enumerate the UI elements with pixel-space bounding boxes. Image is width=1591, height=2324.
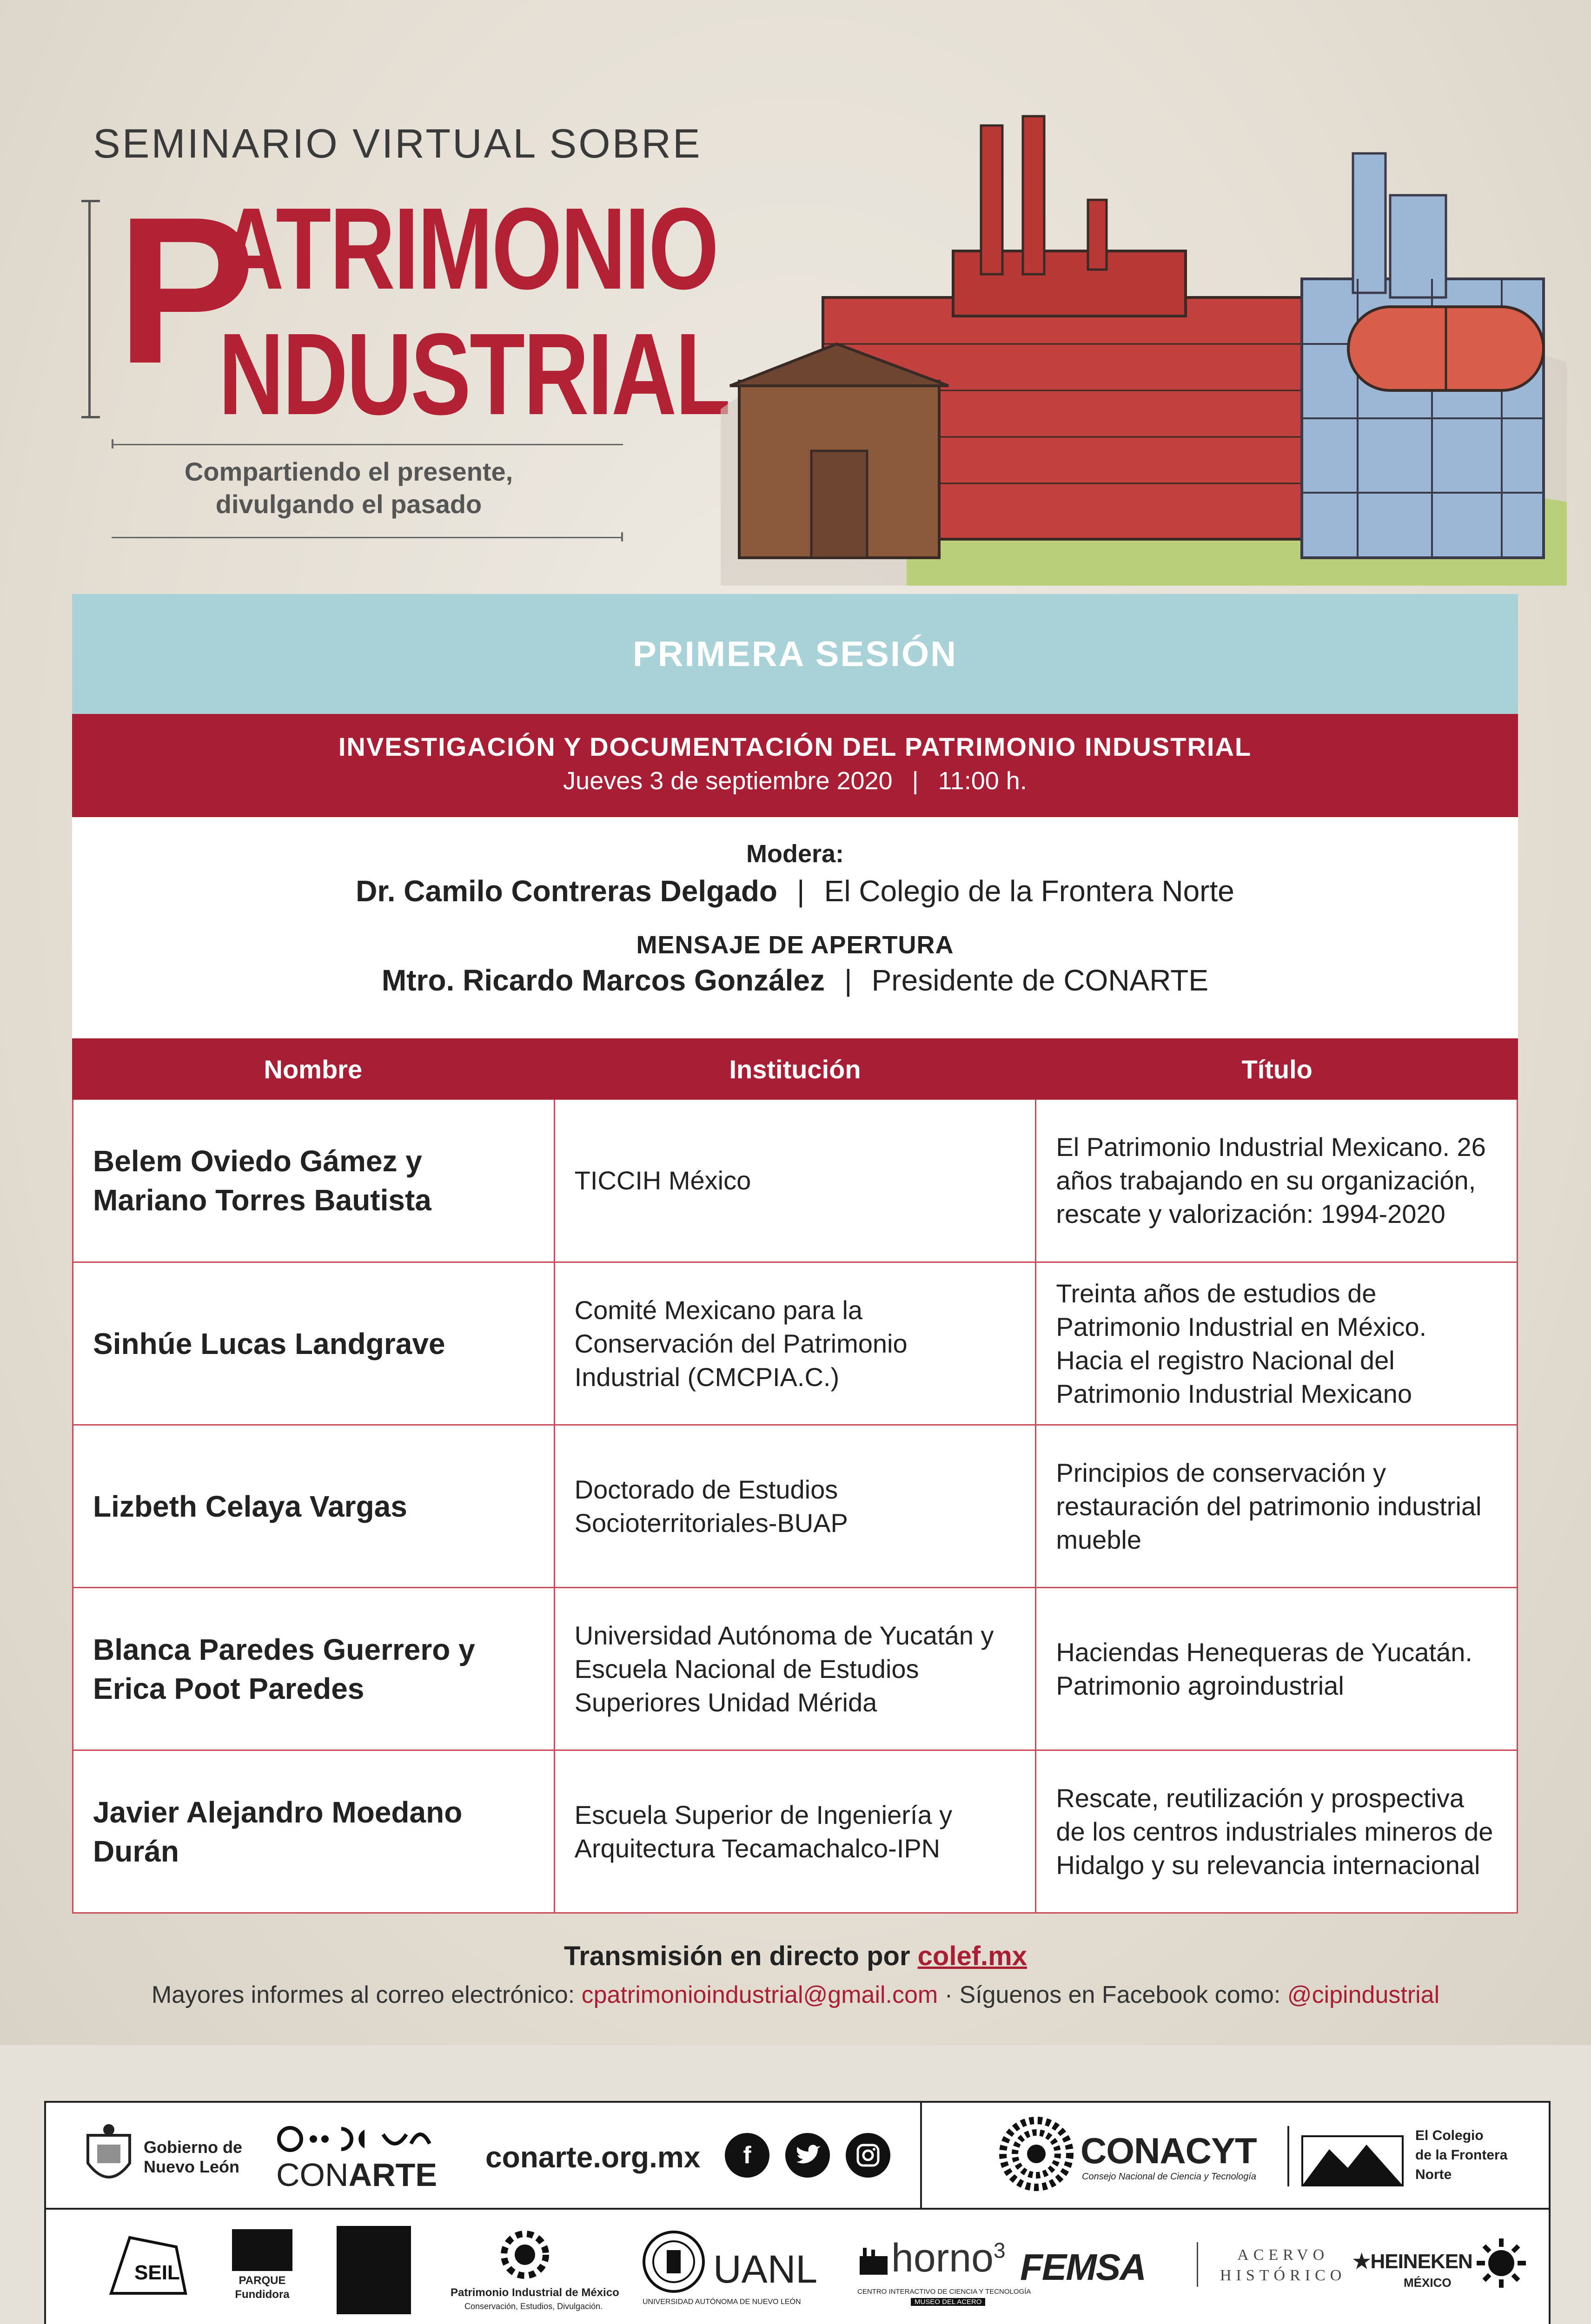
acervo-historico-logo — [1220, 2245, 1346, 2286]
gobierno-nl-logo — [144, 2138, 242, 2177]
colef-mountain-icon — [1301, 2135, 1404, 2186]
conarte-logo-a: CON — [276, 2157, 349, 2193]
moderator-name: Dr. Camilo Contreras Delgado — [356, 874, 778, 908]
moderation-block — [72, 817, 1518, 1038]
conarte-symbol-icon — [276, 2125, 434, 2153]
twitter-icon[interactable] — [785, 2133, 830, 2178]
table-row — [73, 1750, 1517, 1912]
column-header-institucion: Institución — [729, 1054, 861, 1084]
sponsor-logos — [44, 2101, 1551, 2324]
table-row — [73, 1261, 1517, 1424]
nuevo-leon-shield-icon — [83, 2121, 134, 2191]
facebook-link[interactable]: @cipindustrial — [1287, 1981, 1440, 2008]
conarte-logo — [276, 2156, 437, 2193]
conarte-logo-b: ARTE — [348, 2157, 438, 2193]
logo-row-top — [46, 2103, 1549, 2210]
title-line-2: NDUSTRIAL — [219, 309, 729, 439]
logo-row-divider — [920, 2103, 922, 2208]
uanl-logo: UANL — [713, 2247, 818, 2291]
colef-logo — [1415, 2126, 1507, 2185]
uanl-subtitle: UNIVERSIDAD AUTÓNOMA DE NUEVO LEÓN — [643, 2298, 801, 2306]
heineken-text: HEINEKEN — [1370, 2250, 1472, 2273]
column-header-nombre: Nombre — [264, 1054, 363, 1084]
facebook-icon[interactable]: f — [725, 2133, 769, 2178]
cell-title: Principios de conservación y restauración del patrimonio industrial mueble — [1035, 1426, 1517, 1587]
horno-superscript: 3 — [993, 2238, 1006, 2263]
gear-icon — [492, 2225, 557, 2285]
cell-name: Blanca Paredes Guerrero y Erica Poot Paredes — [93, 1632, 475, 1705]
cell-institution: Universidad Autónoma de Yucatán y Escuela Nacional de Estudios Superiores Unidad Mérida — [554, 1588, 1035, 1750]
horno-text: horno — [891, 2236, 994, 2280]
parque-fundidora-logo — [230, 2274, 295, 2302]
informes-text: Mayores informes al correo electrónico: — [151, 1981, 582, 2008]
tagline-line-2: divulgando el pasado — [215, 489, 482, 519]
cell-institution: TICCIH México — [554, 1100, 1035, 1261]
tagline-rule-cap — [621, 532, 623, 541]
conacyt-logo: CONACYT — [1081, 2130, 1257, 2171]
cell-name: Lizbeth Celaya Vargas — [93, 1489, 407, 1523]
cell-institution: Comité Mexicano para la Conservación del Patrimonio Industrial (CMCPIA.C.) — [554, 1263, 1035, 1424]
session-date: Jueves 3 de septiembre 2020 — [563, 767, 893, 795]
session-header-band — [72, 714, 1518, 817]
session-datetime — [72, 766, 1518, 795]
email-link[interactable]: cpatrimonioindustrial@gmail.com — [581, 1981, 938, 2008]
horno-building-icon — [857, 2247, 890, 2275]
colef-line-3: Norte — [1415, 2167, 1452, 2182]
pim-logo: Patrimonio Industrial de México — [451, 2286, 619, 2299]
logo-separator — [1197, 2242, 1198, 2287]
separator: | — [797, 874, 805, 908]
table-body — [72, 1100, 1518, 1914]
gobierno-nl-line-1: Gobierno de — [144, 2138, 243, 2157]
tagline-line-1: Compartiendo el presente, — [184, 457, 513, 486]
apertura-role: Presidente de CONARTE — [871, 964, 1209, 997]
logo-separator — [1287, 2126, 1289, 2186]
session-panel — [72, 594, 1518, 1914]
title-line-1: ATRIMONIO — [219, 184, 718, 313]
moderator-institution: El Colegio de la Frontera Norte — [824, 874, 1234, 908]
cell-title: Treinta años de estudios de Patrimonio Industrial en México. Hacia el registro Nacional del Patrimonio Industrial Mexicano — [1035, 1263, 1517, 1424]
cell-institution: Escuela Superior de Ingeniería y Arquitectura Tecamachalco-IPN — [554, 1751, 1035, 1912]
acervo-line-1: ACERVO — [1237, 2246, 1329, 2264]
apertura-name: Mtro. Ricardo Marcos González — [381, 964, 825, 997]
colef-line-1: El Colegio — [1415, 2128, 1484, 2143]
title-letter-p: P — [116, 174, 252, 407]
tagline-rule-bottom — [112, 537, 623, 538]
conarte-url[interactable]: conarte.org.mx — [485, 2140, 701, 2174]
parque-line-1: PARQUE — [239, 2274, 286, 2287]
column-header-titulo: Título — [1241, 1054, 1313, 1084]
session-topic: INVESTIGACIÓN Y DOCUMENTACIÓN DEL PATRIMONIO INDUSTRIAL — [338, 732, 1252, 761]
uanl-seal-icon — [641, 2229, 706, 2294]
gobierno-nl-line-2: Nuevo León — [144, 2157, 240, 2176]
femsa-logo: FEMSA — [1020, 2246, 1146, 2288]
table-row — [73, 1100, 1517, 1261]
conacyt-dots-icon — [999, 2117, 1074, 2191]
table-header — [72, 1038, 1518, 1100]
title-bracket — [88, 200, 106, 418]
seil-text: SEIL — [134, 2261, 180, 2284]
instagram-icon[interactable] — [846, 2133, 890, 2178]
apertura-line — [72, 963, 1518, 997]
apertura-label: MENSAJE DE APERTURA — [636, 931, 954, 959]
heineken-subtitle: MÉXICO — [1404, 2276, 1452, 2290]
conacyt-subtitle: Consejo Nacional de Ciencia y Tecnología — [1082, 2172, 1257, 2182]
acervo-line-2: HISTÓRICO — [1220, 2267, 1346, 2284]
parque-line-2: Fundidora — [235, 2288, 290, 2301]
factory-illustration — [628, 84, 1567, 586]
horno-subtitle: CENTRO INTERACTIVO DE CIENCIA Y TECNOLOGÍA — [857, 2288, 1031, 2296]
seil-scroll-icon — [102, 2228, 195, 2303]
archivo-historico-icon — [337, 2226, 411, 2314]
separator: | — [844, 964, 852, 997]
cell-title: El Patrimonio Industrial Mexicano. 26 años trabajando en su organización, rescate y valorización: 1994-2020 — [1035, 1100, 1517, 1261]
cell-name: Sinhúe Lucas Landgrave — [93, 1327, 445, 1360]
cell-name: Javier Alejandro Moedano Durán — [93, 1795, 463, 1868]
tagline-rule-cap — [112, 439, 113, 449]
cell-title: Haciendas Henequeras de Yucatán. Patrimonio agroindustrial — [1035, 1588, 1517, 1750]
table-row — [73, 1424, 1517, 1587]
parque-fundidora-icon — [232, 2229, 292, 2271]
modera-label: Modera: — [746, 840, 844, 868]
seminario-label: SEMINARIO VIRTUAL SOBRE — [93, 120, 702, 166]
cell-title: Rescate, reutilización y prospectiva de los centros industriales mineros de Hidalgo y su relevancia internacional — [1035, 1751, 1517, 1912]
contact-line — [0, 1981, 1591, 2009]
transmission-line — [0, 1941, 1591, 1972]
siguenos-text: · Síguenos en Facebook como: — [938, 1981, 1287, 2008]
colef-line-2: de la Frontera — [1415, 2147, 1508, 2163]
heineken-logo: ★HEINEKEN — [1352, 2250, 1472, 2273]
cell-name: Belem Oviedo Gámez y Mariano Torres Bautista — [93, 1144, 431, 1217]
table-row — [73, 1587, 1517, 1750]
horno-logo — [891, 2235, 1006, 2281]
transmission-text: Transmisión en directo por — [564, 1941, 918, 1971]
session-label: PRIMERA SESIÓN — [72, 594, 1518, 714]
separator: | — [912, 767, 919, 795]
cell-institution: Doctorado de Estudios Socioterritoriales-BUAP — [554, 1426, 1035, 1587]
tagline-rule-top — [112, 444, 623, 445]
pim-subtitle: Conservación, Estudios, Divulgación. — [464, 2302, 603, 2311]
horno-subtitle-2: MUSEO DEL ACERO — [911, 2298, 985, 2306]
sun-mask-icon — [1476, 2238, 1527, 2289]
tagline — [139, 456, 558, 521]
session-time: 11:00 h. — [938, 767, 1027, 795]
moderator-line — [72, 874, 1518, 908]
colef-link[interactable]: colef.mx — [917, 1941, 1027, 1971]
